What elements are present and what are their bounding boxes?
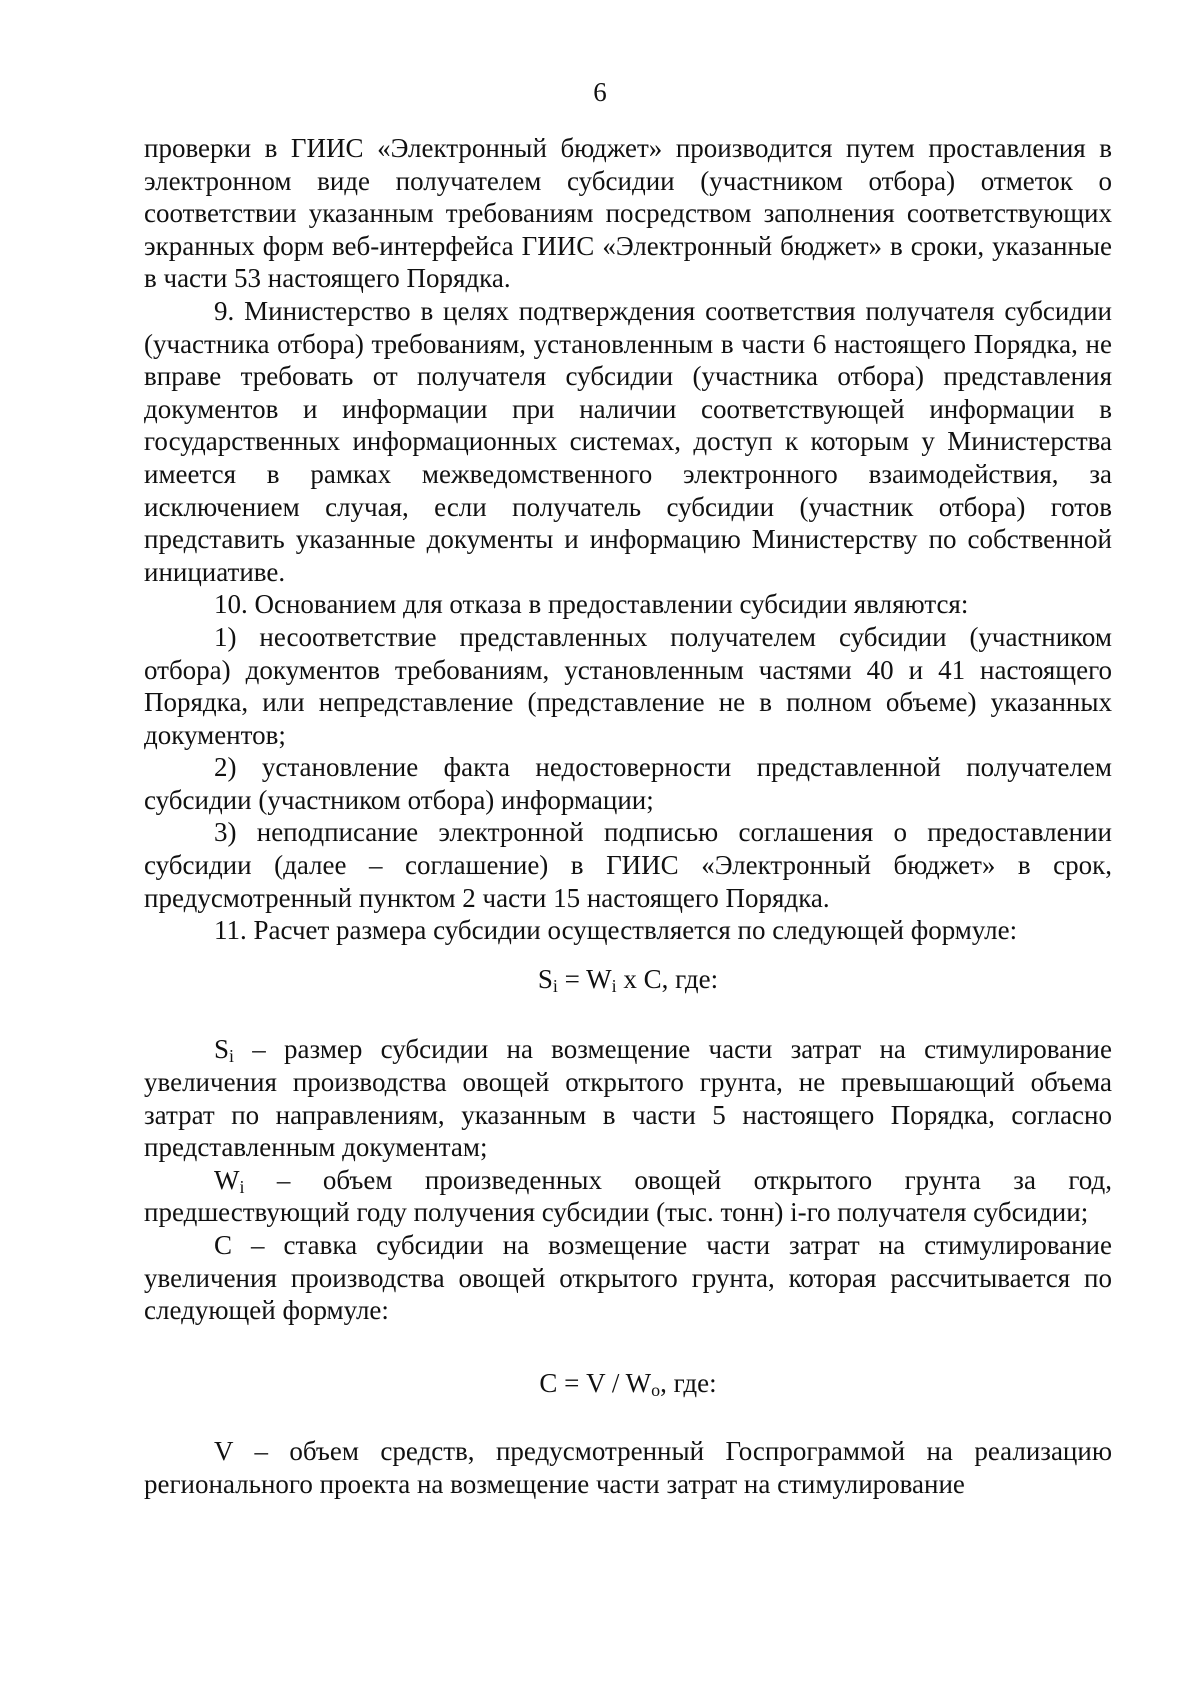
formula-equals-w: = W xyxy=(557,963,612,994)
definition-w-text: – объем произведенных овощей открытого грунта за год, предшествующий году получения субсидии (тыс. тонн) i-го получателя субсидии; xyxy=(144,1164,1112,1228)
paragraph-10-item-2: 2) установление факта недостоверности представленной получателем субсидии (участником отбора) информации; xyxy=(144,752,1112,815)
paragraph-10-item-3: 3) неподписание электронной подписью соглашения о предоставлении субсидии (далее – соглашение) в ГИИС «Электронный бюджет» в срок, предусмотренный пунктом 2 части 15 настоящего Порядка. xyxy=(144,817,1112,913)
formula2-lhs: С = V / W xyxy=(539,1367,652,1398)
definition-v: V – объем средств, предусмотренный Госпрограммой на реализацию регионального проекта на возмещение части затрат на стимулирование xyxy=(144,1436,1112,1499)
paragraph-10-item-1: 1) несоответствие представленных получателем субсидии (участником отбора) документов требованиям, установленным частями 40 и 41 настоящего Порядка, или непредставление (представление не в полном объеме) указанных документов; xyxy=(144,621,1112,750)
definition-w-symbol: W xyxy=(214,1164,240,1195)
definition-s xyxy=(144,1033,1112,1163)
paragraph-11: 11. Расчет размера субсидии осуществляется по следующей формуле: xyxy=(214,915,1018,946)
definition-c: С – ставка субсидии на возмещение части затрат на стимулирование увеличения производства овощей открытого грунта, которая рассчитывается по следующей формуле: xyxy=(144,1230,1112,1326)
document-body xyxy=(144,132,1112,1501)
definition-s-text: – размер субсидии на возмещение части затрат на стимулирование увеличения производства овощей открытого грунта, не превышающий объема затрат по направлениям, указанным в части 5 настоящего Порядка, согласно представленным документам; xyxy=(144,1034,1112,1163)
paragraph-9: 9. Министерство в целях подтверждения соответствия получателя субсидии (участника отбора) требованиям, установленным в части 6 настоящего Порядка, не вправе требовать от получателя субсидии (участника отбора) представления документов и информации при наличии соответствующей информации в государственных информационных системах, доступ к которым у Министерства имеется в рамках межведомственного электронного взаимодействия, за исключением случая, если получатель субсидии (участник отбора) готов представить указанные документы и информацию Министерству по собственной инициативе. xyxy=(144,295,1112,587)
formula2-w-subscript: о xyxy=(651,1379,661,1400)
formula-w-subscript: i xyxy=(611,975,617,996)
definition-s-subscript: i xyxy=(229,1046,235,1067)
formula2-rest: , где: xyxy=(660,1367,717,1398)
formula-s-symbol: S xyxy=(537,963,553,994)
paragraph-10: 10. Основанием для отказа в предоставлении субсидии являются: xyxy=(214,589,969,620)
paragraph-continuation: проверки в ГИИС «Электронный бюджет» производится путем проставления в электронном виде получателем субсидии (участником отбора) отметок о соответствии указанным требованиям посредством заполнения соответствующих экранных форм веб-интерфейса ГИИС «Электронный бюджет» в сроки, указанные в части 53 настоящего Порядка. xyxy=(144,133,1112,294)
formula-subsidy-rate xyxy=(144,1367,1112,1400)
page-number: 6 xyxy=(593,77,607,107)
definition-w-subscript: i xyxy=(239,1176,245,1197)
definition-w xyxy=(144,1164,1112,1229)
definition-s-symbol: S xyxy=(214,1034,230,1065)
formula-subsidy-size xyxy=(144,963,1112,996)
formula-s-subscript: i xyxy=(552,975,558,996)
formula-rest: х С, где: xyxy=(616,963,719,994)
